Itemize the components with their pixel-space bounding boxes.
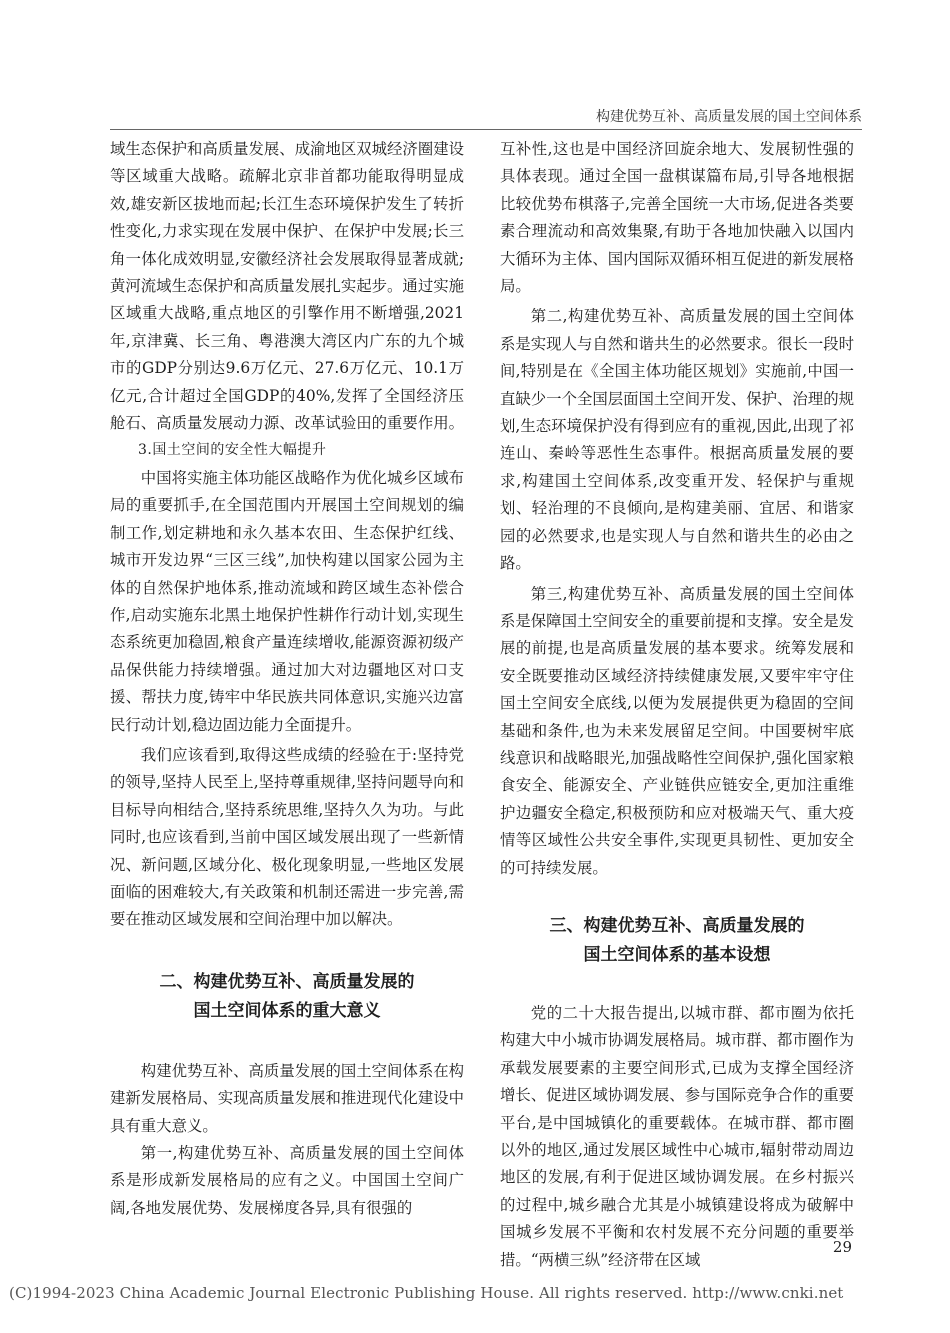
paragraph: 互补性,这也是中国经济回旋余地大、发展韧性强的具体表现。通过全国一盘棋谋篇布局,引导各地根据比较优势布棋落子,完善全国统一大市场,促进各类要素合理流动和高效集聚,有助于各地加快融入以国内大循环为主体、国内国际双循环相互促进的新发展格局。 — [500, 140, 854, 296]
page-number: 29 — [832, 1238, 852, 1256]
paragraph: 我们应该看到,取得这些成绩的经验在于:坚持党的领导,坚持人民至上,坚持尊重规律,坚持问题导向和目标导向相结合,坚持系统思维,坚持久久为功。与此同时,也应该看到,当前中国区域发展出现了一些新情况、新问题,区域分化、极化现象明显,一些地区发展面临的困难较大,有关政策和机制还需进一步完善,需要在推动区域发展和空间治理中加以解决。 — [110, 745, 464, 929]
section-heading-line: 三、构建优势互补、高质量发展的 — [549, 915, 805, 936]
right-column — [500, 136, 854, 1274]
copyright-footer: (C)1994-2023 China Academic Journal Electronic Publishing House. All rights reserved. http://www.cnki.net — [9, 1284, 844, 1302]
paragraph: 构建优势互补、高质量发展的国土空间体系在构建新发展格局、实现高质量发展和推进现代化建设中具有重大意义。 — [110, 1061, 465, 1135]
section-heading — [110, 968, 464, 1026]
paragraph: 中国将实施主体功能区战略作为优化城乡区域布局的重要抓手,在全国范围内开展国土空间规划的编制工作,划定耕地和永久基本农田、生态保护红线、城市开发边界“三区三线”,加快构建以国家公园为主体的自然保护地体系,推动流域和跨区域生态补偿合作,启动实施东北黑土地保护性耕作行动计划,实现生态系统更加稳固,粮食产量连续增收,能源资源初级产品保供能力持续增强。通过加大对边疆地区对口支援、帮扶力度,铸牢中华民族共同体意识,实施兴边富民行动计划,稳边固边能力全面提升。 — [110, 468, 465, 734]
section-heading-line: 国土空间体系的基本设想 — [583, 944, 771, 965]
left-column — [110, 136, 464, 1222]
paragraph: 第三,构建优势互补、高质量发展的国土空间体系是保障国土空间安全的重要前提和支撑。安全是发展的前提,也是高质量发展的基本要求。统筹发展和安全既要推动区域经济持续健康发展,又要牢牢守住国土空间安全底线,以便为发展提供更为稳固的空间基础和条件,也为未来发展留足空间。中国要树牢底线意识和战略眼光,加强战略性空间保护,强化国家粮食安全、能源安全、产业链供应链安全,更加注重维护边疆安全稳定,积极预防和应对极端天气、重大疫情等区域性公共安全事件,实现更具韧性、更加安全的可持续发展。 — [500, 584, 854, 877]
section-heading-line: 二、构建优势互补、高质量发展的 — [159, 971, 415, 992]
paragraph: 第一,构建优势互补、高质量发展的国土空间体系是形成新发展格局的应有之义。中国国土空间广阔,各地发展优势、发展梯度各异,具有很强的 — [110, 1144, 464, 1217]
section-heading-line: 国土空间体系的重大意义 — [193, 1000, 381, 1021]
subsection-heading: 3.国土空间的安全性大幅提升 — [138, 442, 327, 459]
paragraph: 域生态保护和高质量发展、成渝地区双城经济圈建设等区域重大战略。疏解北京非首都功能取得明显成效,雄安新区拔地而起;长江生态环境保护发生了转折性变化,力求实现在发展中保护、在保护中发展;长三角一体化成效明显,安徽经济社会发展取得显著成就;黄河流域生态保护和高质量发展扎实起步。通过实施区域重大战略,重点地区的引擎作用不断增强,2021年,京津冀、长三角、粤港澳大湾区内广东的九个城市的GDP分别达9.6万亿元、27.6万亿元、10.1万亿元,合计超过全国GDP的40%,发挥了全国经济压舱石、高质量发展动力源、改革试验田的重要作用。 — [110, 140, 464, 433]
running-header-title: 构建优势互补、高质量发展的国土空间体系 — [596, 109, 862, 125]
section-heading — [500, 912, 854, 970]
paragraph: 第二,构建优势互补、高质量发展的国土空间体系是实现人与自然和谐共生的必然要求。很长一段时间,特别是在《全国主体功能区规划》实施前,中国一直缺少一个全国层面国土空间开发、保护、治理的规划,生态环境保护没有得到应有的重视,因此,出现了祁连山、秦岭等恶性生态事件。根据高质量发展的要求,构建国土空间体系,改变重开发、轻保护与重规划、轻治理的不良倾向,是构建美丽、宜居、和谐家园的必然要求,也是实现人与自然和谐共生的必由之路。 — [500, 307, 854, 573]
paragraph: 党的二十大报告提出,以城市群、都市圈为依托构建大中小城市协调发展格局。城市群、都市圈作为承载发展要素的主要空间形式,已成为支撑全国经济增长、促进区域协调发展、参与国际竞争合作的重要平台,是中国城镇化的重要载体。在城市群、都市圈以外的地区,通过发展区域性中心城市,辐射带动周边地区的发展,有利于促进区域协调发展。在乡村振兴的过程中,城乡融合尤其是小城镇建设将成为破解中国城乡发展不平衡和农村发展不充分问题的重要举措。“两横三纵”经济带在区域 — [500, 1003, 854, 1269]
header-rule — [110, 129, 862, 130]
